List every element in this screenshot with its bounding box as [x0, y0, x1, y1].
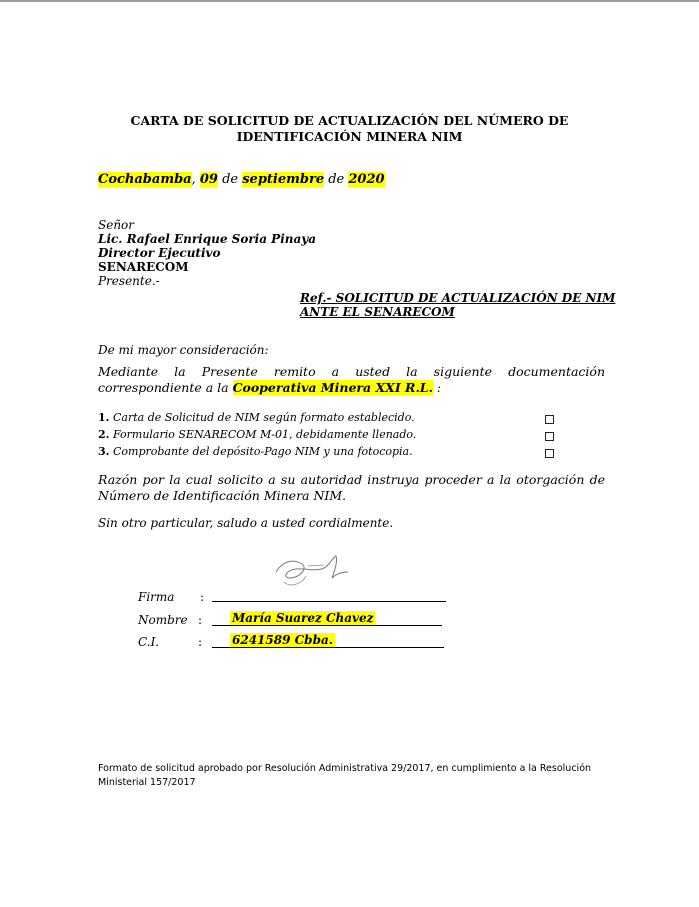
recipient-presente: Presente.- [98, 274, 160, 288]
checkbox-icon[interactable] [545, 432, 554, 441]
handwritten-signature-image [272, 548, 352, 590]
reference-line-1: Ref.- SOLICITUD DE ACTUALIZACIÓN DE NIM [300, 291, 616, 305]
document-text: Formulario SENARECOM M-01, debidamente llenado. [112, 428, 417, 441]
reference-line-2: ANTE EL SENARECOM [300, 305, 455, 319]
date-separator: , [191, 172, 200, 187]
document-title-line-2: IDENTIFICACIÓN MINERA NIM [236, 129, 463, 144]
date-month: septiembre [242, 172, 325, 187]
reason-paragraph: Razón por la cual solicito a su autoridad instruya proceder a la otorgación de Número de Identificación Minera NIM. [98, 472, 605, 503]
nombre-value: María Suarez Chavez [232, 611, 374, 625]
nombre-colon: : [198, 613, 203, 627]
document-item [98, 428, 416, 441]
greeting: De mi mayor consideración: [98, 343, 269, 357]
date-year: 2020 [348, 172, 385, 187]
firma-line [212, 601, 446, 602]
firma-label: Firma [138, 590, 175, 604]
closing-line: Sin otro particular, saludo a usted cordialmente. [98, 516, 394, 530]
cooperative-name: Cooperativa Minera XXI R.L. [232, 380, 433, 395]
nombre-line [212, 625, 442, 626]
nombre-label: Nombre [138, 613, 188, 627]
intro-end: : [432, 380, 442, 395]
recipient-name: Lic. Rafael Enrique Soria Pinaya [98, 232, 317, 246]
document-item [98, 445, 413, 458]
document-number: 2. [98, 428, 110, 441]
footer-note: Formato de solicitud aprobado por Resolución Administrativa 29/2017, en cumplimiento a la Resolución Ministerial 157/2017 [98, 763, 592, 788]
date-city: Cochabamba [98, 172, 192, 187]
date-day: 09 [199, 172, 218, 187]
recipient-position: Director Ejecutivo [98, 246, 221, 260]
checkbox-icon[interactable] [545, 449, 554, 458]
firma-colon: : [200, 590, 205, 604]
document-title-line-1: CARTA DE SOLICITUD DE ACTUALIZACIÓN DEL NÚMERO DE [130, 113, 569, 128]
ci-label: C.I. [138, 635, 160, 649]
date-de-2: de [324, 172, 349, 187]
recipient-salutation: Señor [98, 218, 135, 232]
date-de-1: de [217, 172, 243, 187]
ci-line [212, 647, 444, 648]
document-number: 1. [98, 411, 110, 424]
ci-value: 6241589 Cbba. [232, 633, 333, 647]
ci-colon: : [198, 635, 203, 649]
intro-text: Mediante la Presente remito a usted la siguiente documentación correspondiente a la [98, 364, 605, 395]
document-item [98, 411, 415, 424]
intro-paragraph [98, 364, 605, 396]
date-line [98, 172, 385, 187]
page-top-border [0, 0, 699, 2]
document-text: Carta de Solicitud de NIM según formato establecido. [112, 411, 415, 424]
document-number: 3. [98, 445, 110, 458]
document-text: Comprobante del depósito-Pago NIM y una fotocopia. [112, 445, 413, 458]
checkbox-icon[interactable] [545, 415, 554, 424]
recipient-organization: SENARECOM [98, 260, 189, 274]
